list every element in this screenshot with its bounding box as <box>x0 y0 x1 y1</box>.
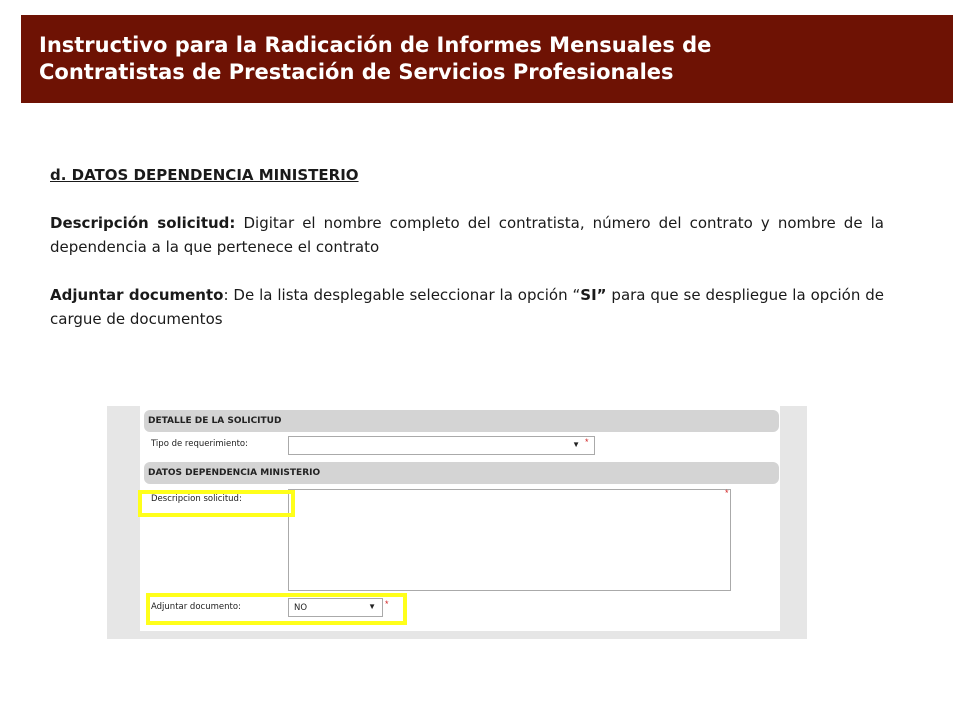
form-screenshot <box>107 406 807 639</box>
adjuntar-text-b: para que se despliegue la opción de cargue de documentos <box>50 286 885 328</box>
required-marker: * <box>385 599 389 609</box>
descripcion-term: Descripción solicitud: <box>50 214 236 232</box>
highlight-adjuntar <box>146 593 407 625</box>
adjuntar-term: Adjuntar documento <box>50 286 224 304</box>
descripcion-solicitud-textarea[interactable] <box>288 489 731 591</box>
required-marker: * <box>585 437 589 447</box>
required-marker: * <box>725 488 729 498</box>
adjuntar-si: SI” <box>580 286 607 304</box>
section-datos-dependencia: DATOS DEPENDENCIA MINISTERIO <box>144 462 779 484</box>
chevron-down-icon: ▼ <box>572 440 580 449</box>
tipo-requerimiento-select[interactable] <box>288 436 595 455</box>
highlight-descripcion <box>138 490 295 517</box>
title-banner <box>21 15 953 103</box>
adjuntar-text-a: : De la lista desplegable seleccionar la opción “ <box>223 286 581 304</box>
adjuntar-documento-value: NO <box>294 603 308 613</box>
adjuntar-documento-label: Adjuntar documento: <box>151 602 241 612</box>
descripcion-solicitud-label: Descripcion solicitud: <box>151 494 242 504</box>
descripcion-text: Digitar el nombre completo del contratista, número del contrato y nombre de la dependencia a la que pertenece el contrato <box>50 214 884 256</box>
paragraph-adjuntar <box>50 283 884 331</box>
document-title <box>39 32 929 86</box>
instructions <box>50 163 884 355</box>
title-line-2: Contratistas de Prestación de Servicios Profesionales <box>39 60 674 84</box>
chevron-down-icon: ▼ <box>368 602 376 611</box>
section-detalle-solicitud: DETALLE DE LA SOLICITUD <box>144 410 779 432</box>
paragraph-descripcion <box>50 211 884 259</box>
title-line-1: Instructivo para la Radicación de Informes Mensuales de <box>39 33 712 57</box>
tipo-requerimiento-label: Tipo de requerimiento: <box>151 439 248 449</box>
section-heading: d. DATOS DEPENDENCIA MINISTERIO <box>50 166 359 184</box>
